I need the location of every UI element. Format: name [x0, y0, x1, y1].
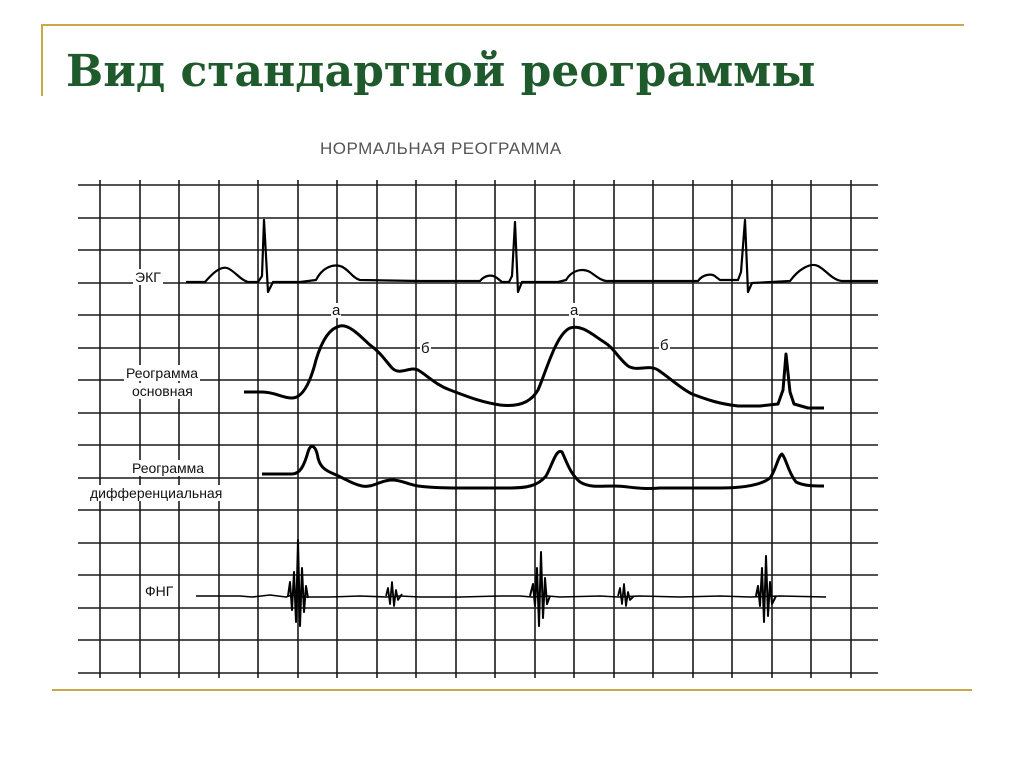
pcg-label: ФНГ [145, 583, 174, 599]
marker-a-second: а [570, 302, 579, 319]
rheogram-diff-trace [262, 446, 824, 488]
ecg-label: ЭКГ [135, 269, 161, 285]
figure-caption: НОРМАЛЬНАЯ РЕОГРАММА [320, 139, 562, 158]
rheogram-diff-label-line1: Реограмма [132, 460, 205, 476]
slide-title: Вид стандартной реограммы [66, 46, 816, 97]
rheogram-main-label-line2: основная [132, 383, 193, 399]
marker-b-second: б [660, 337, 669, 354]
marker-a-first: а [332, 302, 341, 319]
rheogram-diff-label-line2: дифференциальная [90, 485, 223, 501]
ecg-trace [186, 220, 878, 292]
marker-b-first: б [421, 340, 430, 357]
rheogram-main-trace [244, 326, 824, 408]
rheogram-main-label-line1: Реограмма [126, 365, 199, 381]
grid [78, 180, 878, 678]
